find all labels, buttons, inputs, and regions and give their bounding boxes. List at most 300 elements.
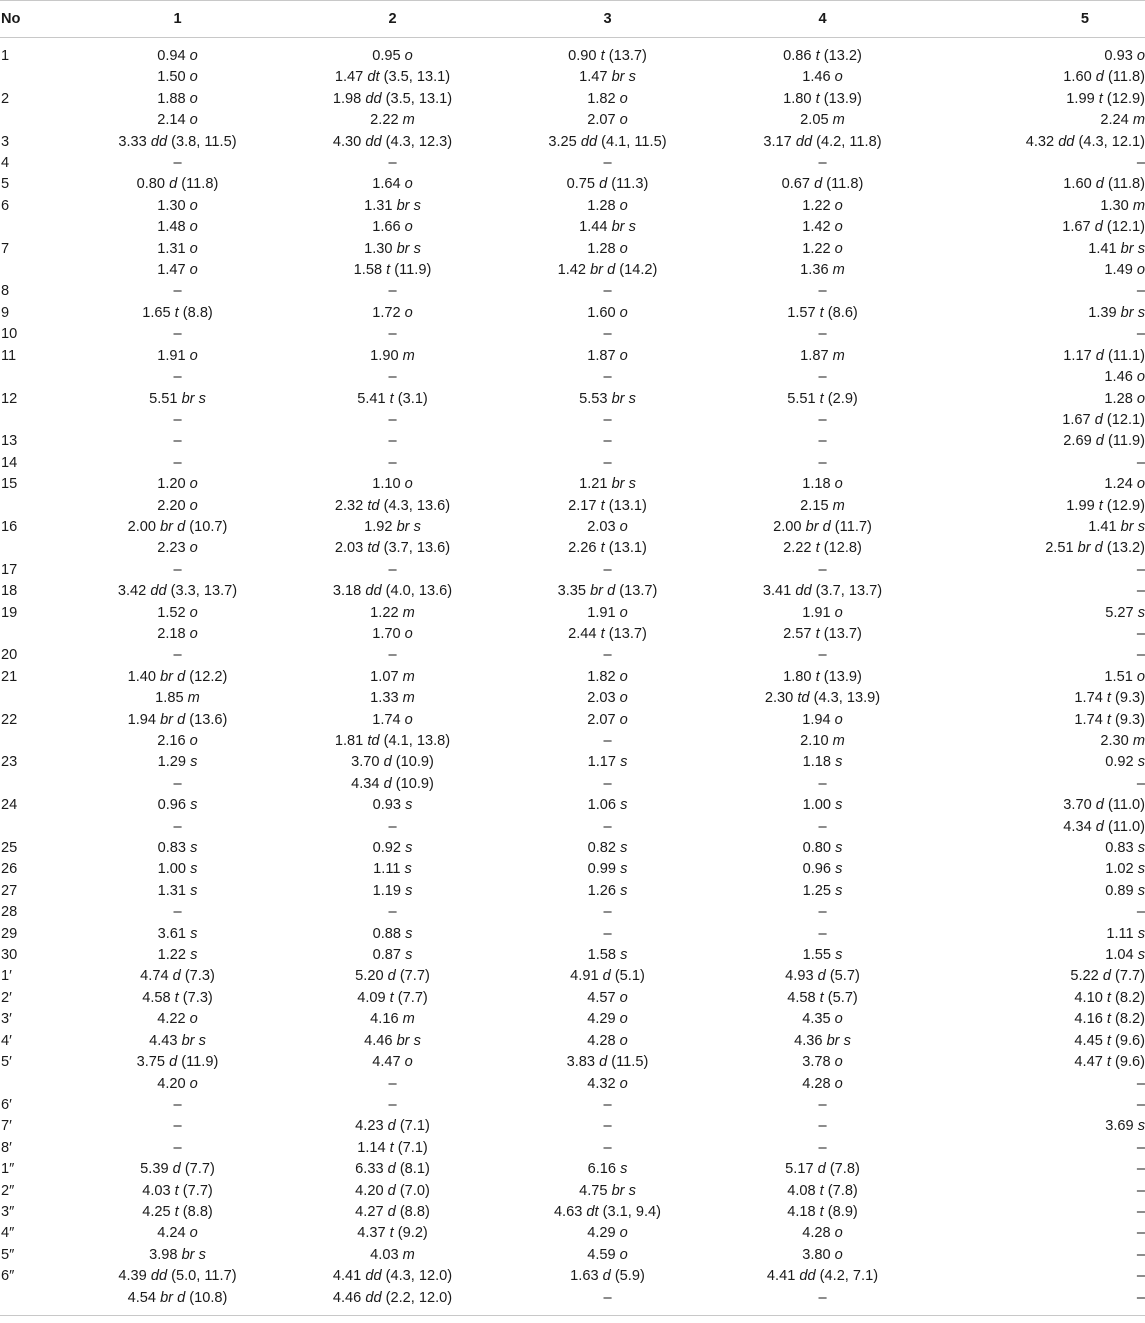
- shift-cell-compound-1: 0.96 s: [157, 797, 198, 814]
- shift-cell-compound-2: 4.16 m: [370, 1011, 415, 1028]
- shift-cell-compound-3: 2.26 t (13.1): [568, 540, 647, 557]
- shift-cell-compound-2: –: [388, 1096, 397, 1113]
- shift-cell-compound-4: 1.18 s: [802, 754, 843, 771]
- shift-cell-compound-4: 2.22 t (12.8): [783, 540, 862, 557]
- shift-cell-compound-4: 0.86 t (13.2): [783, 48, 862, 64]
- shift-cell-compound-4: 1.94 o: [802, 711, 843, 728]
- shift-cell-compound-1: 2.20 o: [157, 497, 198, 514]
- shift-cell-compound-3: –: [603, 818, 612, 835]
- shift-cell-compound-1: 4.03 t (7.7): [142, 1182, 213, 1199]
- shift-cell-compound-1: 2.18 o: [157, 625, 198, 642]
- shift-cell-compound-2: 1.92 br s: [364, 518, 421, 535]
- shift-cell-compound-2: 4.20 d (7.0): [355, 1182, 430, 1199]
- shift-cell-compound-5: –: [1136, 1203, 1145, 1220]
- shift-cell-compound-5: –: [1136, 1096, 1145, 1113]
- shift-cell-compound-5: 1.67 d (12.1): [1062, 411, 1145, 428]
- shift-cell-compound-4: –: [715, 1288, 930, 1316]
- shift-cell-compound-3: –: [603, 326, 612, 343]
- shift-cell-compound-5: 1.41 br s: [1088, 518, 1145, 535]
- shift-cell-compound-2: 1.07 m: [370, 668, 415, 685]
- shift-cell-compound-1: 4.24 o: [157, 1225, 198, 1242]
- position-cell: 8: [1, 283, 10, 300]
- shift-cell-compound-5: 1.39 br s: [1088, 304, 1145, 321]
- shift-cell-compound-4: –: [818, 1118, 827, 1135]
- shift-cell-compound-3: –: [603, 283, 612, 300]
- table-row: [0, 645, 1145, 666]
- position-cell: 29: [1, 925, 18, 942]
- shift-cell-compound-5: 1.02 s: [1105, 861, 1145, 878]
- shift-cell-compound-4: –: [818, 326, 827, 343]
- shift-cell-compound-1: 4.43 br s: [149, 1032, 206, 1049]
- table-row: [0, 196, 1145, 217]
- table-row: [0, 453, 1145, 474]
- shift-cell-compound-5: –: [1136, 583, 1145, 600]
- shift-cell-compound-5: –: [1136, 1225, 1145, 1242]
- shift-cell-compound-2: –: [388, 818, 397, 835]
- shift-cell-compound-2: 1.74 o: [372, 711, 413, 728]
- shift-cell-compound-1: 4.54 br d (10.8): [70, 1288, 285, 1316]
- shift-cell-compound-4: 4.36 br s: [794, 1032, 851, 1049]
- shift-cell-compound-4: 5.51 t (2.9): [787, 390, 858, 407]
- shift-cell-compound-2: 4.47 o: [372, 1054, 413, 1071]
- position-cell: 21: [1, 668, 18, 685]
- shift-cell-compound-1: –: [173, 904, 182, 921]
- position-cell: 30: [1, 947, 18, 964]
- shift-cell-compound-5: 0.89 s: [1105, 882, 1145, 899]
- shift-cell-compound-2: 1.90 m: [370, 347, 415, 364]
- position-cell: 12: [1, 390, 18, 407]
- shift-cell-compound-1: 1.20 o: [157, 476, 198, 493]
- table-row: [0, 303, 1145, 324]
- shift-cell-compound-2: 1.11 s: [373, 861, 412, 878]
- position-cell: 5″: [1, 1246, 15, 1263]
- shift-cell-compound-1: 1.85 m: [155, 690, 200, 707]
- shift-cell-compound-3: –: [603, 1118, 612, 1135]
- shift-cell-compound-5: 1.51 o: [1104, 668, 1145, 685]
- shift-cell-compound-2: 1.22 m: [370, 604, 415, 621]
- position-cell: 18: [1, 583, 18, 600]
- table-row: [0, 1052, 1145, 1073]
- table-row: [0, 560, 1145, 581]
- table-row: [0, 1009, 1145, 1030]
- table-row: [0, 67, 1145, 88]
- shift-cell-compound-1: 1.00 s: [157, 861, 198, 878]
- shift-cell-compound-5: 1.30 m: [1100, 197, 1145, 214]
- shift-cell-compound-4: 4.18 t (8.9): [787, 1203, 858, 1220]
- shift-cell-compound-2: 1.72 o: [372, 304, 413, 321]
- shift-cell-compound-5: 1.60 d (11.8): [1063, 69, 1145, 86]
- shift-cell-compound-3: 1.28 o: [587, 240, 628, 257]
- table-row: [0, 624, 1145, 645]
- shift-cell-compound-3: 3.35 br d (13.7): [557, 583, 658, 600]
- table-row: [0, 1031, 1145, 1052]
- position-cell: 2: [1, 90, 10, 107]
- position-cell: 7: [1, 240, 10, 257]
- shift-cell-compound-1: 0.94 o: [157, 48, 198, 64]
- shift-cell-compound-5: –: [1136, 904, 1145, 921]
- shift-cell-compound-4: 2.15 m: [800, 497, 845, 514]
- shift-cell-compound-3: 5.53 br s: [579, 390, 636, 407]
- shift-cell-compound-3: 4.91 d (5.1): [570, 968, 645, 985]
- shift-cell-compound-4: 5.17 d (7.8): [785, 1161, 860, 1178]
- shift-cell-compound-3: 3.25 dd (4.1, 11.5): [548, 133, 667, 150]
- shift-cell-compound-1: –: [173, 283, 182, 300]
- table-row: [0, 132, 1145, 153]
- shift-cell-compound-2: 1.33 m: [370, 690, 415, 707]
- shift-cell-compound-5: 2.51 br d (13.2): [1045, 540, 1145, 557]
- shift-cell-compound-1: 1.48 o: [157, 219, 198, 236]
- shift-cell-compound-3: –: [603, 155, 612, 172]
- shift-cell-compound-4: 1.22 o: [802, 240, 843, 257]
- shift-cell-compound-3: 1.87 o: [587, 347, 628, 364]
- table-header: [0, 1, 1145, 38]
- table-row: [0, 496, 1145, 517]
- shift-cell-compound-4: –: [818, 904, 827, 921]
- shift-cell-compound-5: 2.69 d (11.9): [1063, 433, 1145, 450]
- shift-cell-compound-5: –: [1136, 326, 1145, 343]
- shift-cell-compound-2: 0.95 o: [372, 48, 413, 64]
- shift-cell-compound-5: –: [1136, 647, 1145, 664]
- shift-cell-compound-3: –: [603, 411, 612, 428]
- shift-cell-compound-3: 2.44 t (13.7): [568, 625, 647, 642]
- shift-cell-compound-2: 4.41 dd (4.3, 12.0): [332, 1268, 453, 1285]
- table-row: [0, 1095, 1145, 1116]
- shift-cell-compound-2: 3.18 dd (4.0, 13.6): [332, 583, 453, 600]
- table-row: [0, 389, 1145, 410]
- shift-cell-compound-4: 1.25 s: [802, 882, 843, 899]
- shift-cell-compound-5: 1.99 t (12.9): [1066, 497, 1145, 514]
- position-cell: 19: [1, 604, 18, 621]
- shift-cell-compound-2: –: [388, 454, 397, 471]
- position-cell: [0, 1288, 70, 1316]
- shift-cell-compound-4: 1.46 o: [802, 69, 843, 86]
- shift-cell-compound-5: 0.83 s: [1105, 840, 1145, 857]
- shift-cell-compound-4: –: [818, 818, 827, 835]
- shift-cell-compound-2: 1.81 td (4.1, 13.8): [334, 733, 451, 749]
- shift-cell-compound-1: 1.88 o: [157, 90, 198, 107]
- header-compound-5: 5: [930, 1, 1145, 38]
- table-row: [0, 324, 1145, 345]
- position-cell: 26: [1, 861, 18, 878]
- shift-cell-compound-3: –: [603, 904, 612, 921]
- shift-cell-compound-4: 4.41 dd (4.2, 7.1): [766, 1268, 879, 1285]
- shift-cell-compound-2: 1.47 dt (3.5, 13.1): [334, 69, 451, 86]
- header-no: No: [0, 1, 70, 38]
- shift-cell-compound-1: 4.22 o: [157, 1011, 198, 1028]
- shift-cell-compound-5: 5.22 d (7.7): [1070, 968, 1145, 985]
- shift-cell-compound-5: 3.69 s: [1105, 1118, 1145, 1135]
- position-cell: 15: [1, 476, 18, 493]
- shift-cell-compound-1: –: [173, 1118, 182, 1135]
- shift-cell-compound-3: 4.63 dt (3.1, 9.4): [553, 1203, 662, 1220]
- shift-cell-compound-1: –: [173, 818, 182, 835]
- shift-cell-compound-4: 1.80 t (13.9): [783, 90, 862, 107]
- shift-cell-compound-5: 1.99 t (12.9): [1066, 90, 1145, 107]
- table-row: [0, 603, 1145, 624]
- position-cell: 11: [1, 347, 17, 364]
- position-cell: 20: [1, 647, 18, 664]
- shift-cell-compound-4: 1.42 o: [802, 219, 843, 236]
- table-row: [0, 1138, 1145, 1159]
- shift-cell-compound-4: 3.41 dd (3.7, 13.7): [762, 583, 883, 600]
- position-cell: [0, 367, 70, 388]
- shift-cell-compound-3: –: [500, 1288, 715, 1316]
- position-cell: [0, 1074, 70, 1095]
- shift-cell-compound-5: 1.17 d (11.1): [1063, 347, 1145, 364]
- shift-cell-compound-5: 1.60 d (11.8): [1063, 176, 1145, 193]
- shift-cell-compound-1: –: [173, 1139, 182, 1156]
- shift-cell-compound-1: 3.33 dd (3.8, 11.5): [118, 133, 237, 150]
- shift-cell-compound-5: 4.16 t (8.2): [1074, 1011, 1145, 1028]
- shift-cell-compound-3: 1.63 d (5.9): [570, 1268, 645, 1285]
- position-cell: [0, 217, 70, 238]
- shift-cell-compound-4: 1.00 s: [802, 797, 843, 814]
- shift-cell-compound-5: –: [1136, 1139, 1145, 1156]
- shift-cell-compound-1: 2.14 o: [157, 112, 198, 129]
- shift-cell-compound-3: –: [603, 1139, 612, 1156]
- shift-cell-compound-3: 0.82 s: [587, 840, 628, 857]
- shift-cell-compound-3: 1.21 br s: [579, 476, 636, 493]
- shift-cell-compound-3: 2.03 o: [587, 518, 628, 535]
- shift-cell-compound-2: 0.88 s: [372, 925, 413, 942]
- shift-cell-compound-5: 3.70 d (11.0): [1063, 797, 1145, 814]
- shift-cell-compound-3: 1.44 br s: [579, 219, 636, 236]
- table-row: [0, 110, 1145, 131]
- shift-cell-compound-3: 3.83 d (11.5): [566, 1054, 649, 1071]
- shift-cell-compound-5: –: [1136, 283, 1145, 300]
- shift-cell-compound-5: 1.74 t (9.3): [1074, 690, 1145, 707]
- shift-cell-compound-1: 4.25 t (8.8): [142, 1203, 213, 1220]
- position-cell: 14: [1, 454, 18, 471]
- shift-cell-compound-1: 4.58 t (7.3): [142, 989, 213, 1006]
- shift-cell-compound-2: 0.87 s: [372, 947, 413, 964]
- shift-cell-compound-1: 1.52 o: [157, 604, 198, 621]
- shift-cell-compound-3: 1.60 o: [587, 304, 628, 321]
- shift-cell-compound-2: –: [388, 561, 397, 578]
- table-row: [0, 89, 1145, 110]
- shift-cell-compound-2: 4.46 br s: [364, 1032, 421, 1049]
- shift-cell-compound-2: 4.46 dd (2.2, 12.0): [285, 1288, 500, 1316]
- shift-cell-compound-2: –: [388, 411, 397, 428]
- shift-cell-compound-2: 1.31 br s: [364, 197, 421, 214]
- position-cell: [0, 731, 70, 752]
- shift-cell-compound-1: 5.39 d (7.7): [140, 1161, 215, 1178]
- position-cell: [0, 817, 70, 838]
- shift-cell-compound-2: –: [388, 326, 397, 343]
- shift-cell-compound-5: –: [1136, 155, 1145, 172]
- shift-cell-compound-1: 1.31 o: [157, 240, 198, 257]
- header-compound-3: 3: [500, 1, 715, 38]
- shift-cell-compound-5: 2.30 m: [1100, 733, 1145, 749]
- shift-cell-compound-1: 1.30 o: [157, 197, 198, 214]
- shift-cell-compound-5: –: [1136, 1075, 1145, 1092]
- shift-cell-compound-1: 1.29 s: [157, 754, 198, 771]
- shift-cell-compound-1: –: [173, 411, 182, 428]
- shift-cell-compound-2: 4.09 t (7.7): [357, 989, 428, 1006]
- position-cell: [0, 410, 70, 431]
- position-cell: [0, 67, 70, 88]
- shift-cell-compound-3: 1.26 s: [587, 882, 628, 899]
- shift-cell-compound-5: 1.49 o: [1104, 262, 1145, 279]
- shift-cell-compound-2: –: [388, 369, 397, 386]
- shift-cell-compound-2: 1.58 t (11.9): [353, 262, 432, 279]
- shift-cell-compound-4: 1.36 m: [800, 262, 845, 279]
- shift-cell-compound-4: 1.80 t (13.9): [783, 668, 862, 685]
- shift-cell-compound-2: 1.64 o: [372, 176, 413, 193]
- table-row: [0, 174, 1145, 195]
- shift-cell-compound-5: –: [1136, 1161, 1145, 1178]
- table-row: [0, 1074, 1145, 1095]
- shift-cell-compound-3: –: [603, 925, 612, 942]
- position-cell: 6: [1, 197, 10, 214]
- table-row: [0, 260, 1145, 281]
- shift-cell-compound-2: 2.22 m: [370, 112, 415, 129]
- shift-cell-compound-2: 5.20 d (7.7): [355, 968, 430, 985]
- shift-cell-compound-2: 1.66 o: [372, 219, 413, 236]
- shift-cell-compound-3: 1.06 s: [587, 797, 628, 814]
- table-row: [0, 1202, 1145, 1223]
- table-row: [0, 581, 1145, 602]
- shift-cell-compound-2: –: [388, 155, 397, 172]
- shift-cell-compound-2: 1.10 o: [372, 476, 413, 493]
- shift-cell-compound-4: –: [818, 1139, 827, 1156]
- position-cell: 6′: [1, 1096, 12, 1113]
- shift-cell-compound-4: –: [818, 155, 827, 172]
- shift-cell-compound-3: 4.29 o: [587, 1225, 628, 1242]
- position-cell: [0, 496, 70, 517]
- shift-cell-compound-3: 4.29 o: [587, 1011, 628, 1028]
- table-row: [0, 367, 1145, 388]
- shift-cell-compound-2: –: [388, 904, 397, 921]
- shift-cell-compound-3: 1.58 s: [587, 947, 628, 964]
- shift-cell-compound-2: 4.30 dd (4.3, 12.3): [332, 133, 453, 150]
- shift-cell-compound-4: 4.93 d (5.7): [785, 968, 860, 985]
- shift-cell-compound-1: 0.83 s: [157, 840, 198, 857]
- shift-cell-compound-1: 3.42 dd (3.3, 13.7): [117, 583, 238, 600]
- shift-cell-compound-1: 3.98 br s: [149, 1246, 206, 1263]
- position-cell: 25: [1, 840, 18, 857]
- shift-cell-compound-4: –: [818, 369, 827, 386]
- header-compound-2: 2: [285, 1, 500, 38]
- table-row: [0, 474, 1145, 495]
- shift-cell-compound-3: –: [603, 647, 612, 664]
- shift-cell-compound-4: –: [818, 433, 827, 450]
- shift-cell-compound-2: 4.03 m: [370, 1246, 415, 1263]
- shift-cell-compound-1: –: [173, 326, 182, 343]
- position-cell: 10: [1, 326, 18, 343]
- shift-cell-compound-1: –: [173, 369, 182, 386]
- shift-cell-compound-5: –: [1136, 1182, 1145, 1199]
- position-cell: 27: [1, 882, 18, 899]
- shift-cell-compound-3: –: [603, 775, 612, 792]
- shift-cell-compound-1: 1.94 br d (13.6): [127, 711, 228, 728]
- position-cell: 23: [1, 754, 18, 771]
- shift-cell-compound-4: –: [818, 647, 827, 664]
- table-row: [0, 795, 1145, 816]
- shift-cell-compound-1: 3.61 s: [157, 925, 198, 942]
- table-row: [0, 346, 1145, 367]
- position-cell: 3″: [1, 1203, 15, 1220]
- shift-cell-compound-2: 0.93 s: [372, 797, 413, 814]
- shift-cell-compound-2: 2.32 td (4.3, 13.6): [334, 497, 451, 514]
- shift-cell-compound-3: 4.28 o: [587, 1032, 628, 1049]
- shift-cell-compound-2: 1.14 t (7.1): [357, 1139, 428, 1156]
- table-row: [0, 517, 1145, 538]
- shift-cell-compound-5: –: [1136, 454, 1145, 471]
- shift-cell-compound-5: 2.24 m: [1100, 112, 1145, 129]
- shift-cell-compound-4: 1.57 t (8.6): [787, 304, 858, 321]
- position-cell: 16: [1, 518, 18, 535]
- position-cell: 4′: [1, 1032, 12, 1049]
- shift-cell-compound-1: –: [173, 433, 182, 450]
- shift-cell-compound-5: –: [930, 1288, 1145, 1316]
- position-cell: 8′: [1, 1139, 12, 1156]
- table-row: [0, 902, 1145, 923]
- position-cell: 4: [1, 155, 10, 172]
- shift-cell-compound-3: –: [603, 561, 612, 578]
- shift-cell-compound-2: –: [388, 283, 397, 300]
- shift-cell-compound-5: 4.45 t (9.6): [1074, 1032, 1145, 1049]
- shift-cell-compound-5: –: [1136, 561, 1145, 578]
- table-row: [0, 38, 1145, 68]
- shift-cell-compound-4: 2.10 m: [800, 733, 845, 749]
- position-cell: [0, 688, 70, 709]
- shift-cell-compound-4: –: [818, 775, 827, 792]
- shift-cell-compound-2: –: [388, 1075, 397, 1092]
- shift-cell-compound-1: 1.50 o: [157, 69, 198, 86]
- shift-cell-compound-2: 4.37 t (9.2): [357, 1225, 428, 1242]
- shift-cell-compound-2: 2.03 td (3.7, 13.6): [334, 540, 451, 557]
- shift-cell-compound-1: 3.75 d (11.9): [136, 1054, 219, 1071]
- shift-cell-compound-1: –: [173, 775, 182, 792]
- shift-cell-compound-2: 3.70 d (10.9): [351, 754, 434, 771]
- shift-cell-compound-4: 1.87 m: [800, 347, 845, 364]
- shift-cell-compound-3: 2.03 o: [587, 690, 628, 707]
- shift-cell-compound-5: 1.46 o: [1104, 369, 1145, 386]
- shift-cell-compound-4: 4.28 o: [802, 1075, 843, 1092]
- shift-cell-compound-4: 4.58 t (5.7): [787, 989, 858, 1006]
- shift-cell-compound-2: 4.34 d (10.9): [351, 775, 434, 792]
- header-row: [0, 1, 1145, 38]
- table-row: [0, 1266, 1145, 1287]
- position-cell: 5′: [1, 1054, 12, 1071]
- position-cell: 1′: [1, 968, 12, 985]
- table-row: [0, 988, 1145, 1009]
- position-cell: 2″: [1, 1182, 15, 1199]
- position-cell: 6″: [1, 1268, 15, 1285]
- shift-cell-compound-1: 1.22 s: [157, 947, 198, 964]
- shift-cell-compound-4: –: [818, 925, 827, 942]
- shift-cell-compound-3: 0.90 t (13.7): [568, 48, 647, 64]
- shift-cell-compound-2: 0.92 s: [372, 840, 413, 857]
- shift-cell-compound-2: 4.27 d (8.8): [355, 1203, 430, 1220]
- table-row: [0, 817, 1145, 838]
- table-row: [0, 538, 1145, 559]
- table-row: [0, 924, 1145, 945]
- shift-cell-compound-5: 4.47 t (9.6): [1074, 1054, 1145, 1071]
- table-row: [0, 153, 1145, 174]
- position-cell: 13: [1, 433, 18, 450]
- shift-cell-compound-5: 4.10 t (8.2): [1074, 989, 1145, 1006]
- shift-cell-compound-2: 1.70 o: [372, 625, 413, 642]
- shift-cell-compound-5: 4.34 d (11.0): [1063, 818, 1145, 835]
- shift-cell-compound-2: 1.19 s: [372, 882, 413, 899]
- shift-cell-compound-1: 0.80 d (11.8): [136, 176, 219, 193]
- shift-cell-compound-4: 2.30 td (4.3, 13.9): [764, 690, 881, 707]
- shift-cell-compound-4: 0.67 d (11.8): [781, 176, 864, 193]
- table-body: [0, 38, 1145, 1316]
- shift-cell-compound-3: 2.07 o: [587, 112, 628, 129]
